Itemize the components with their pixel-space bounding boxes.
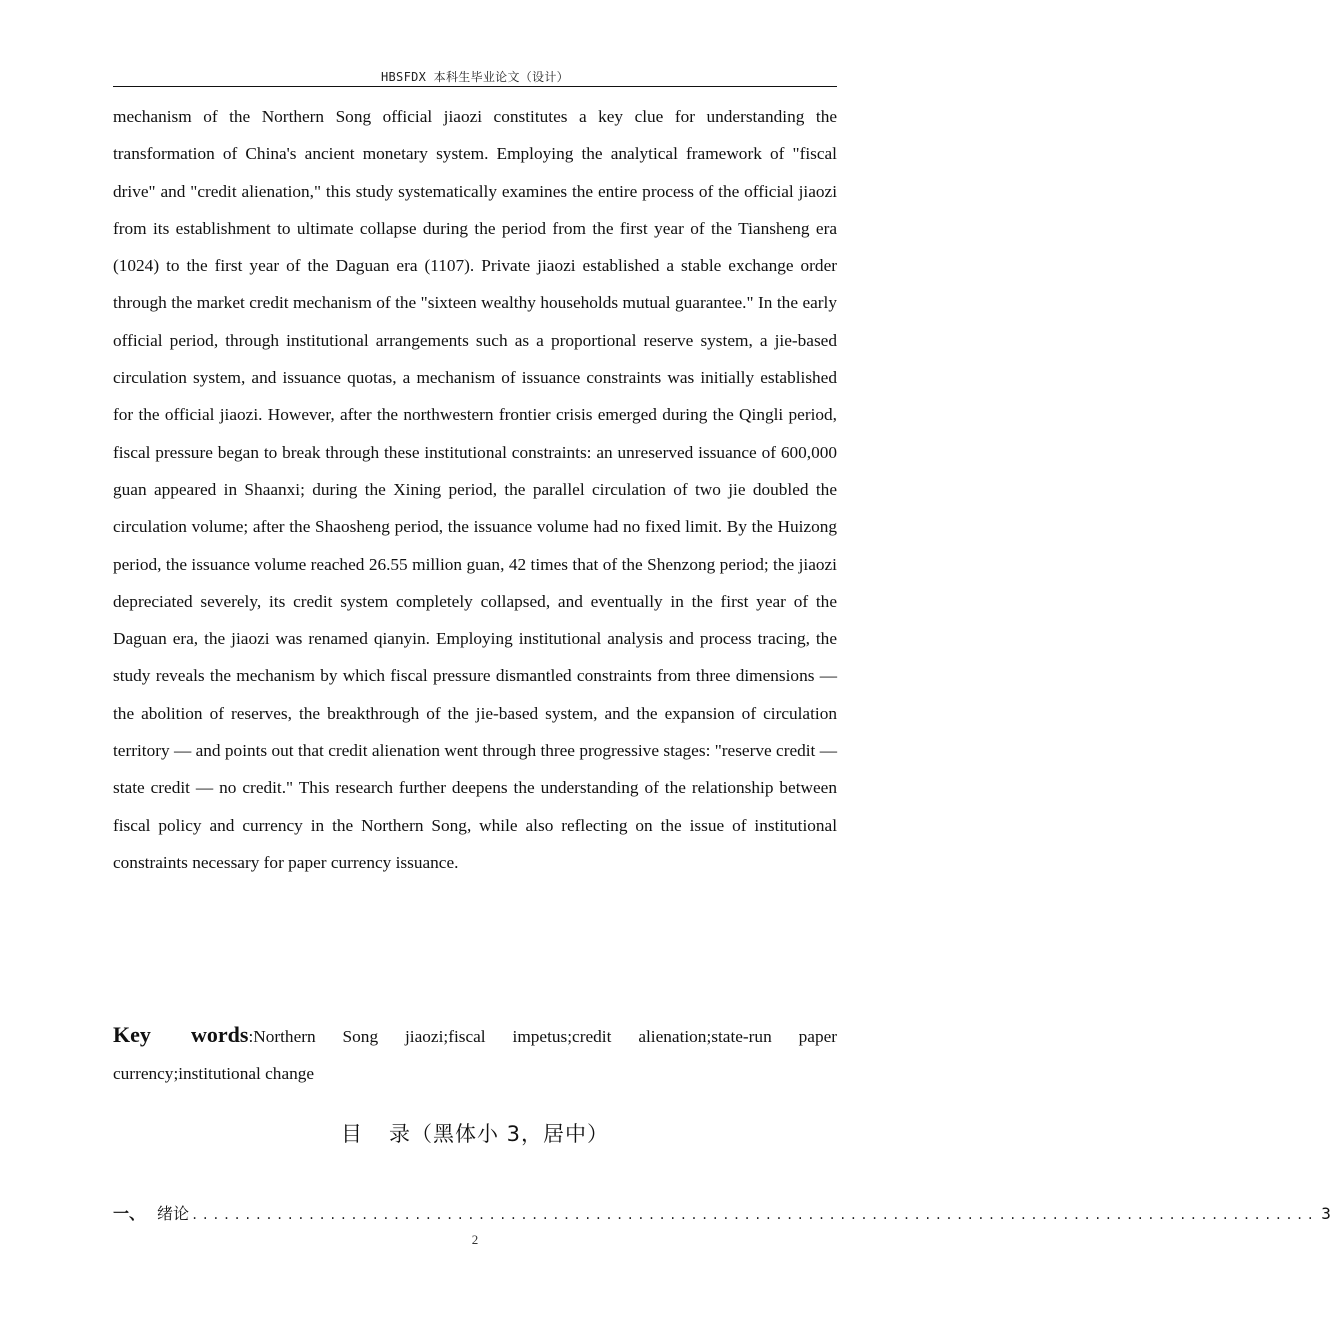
toc-entry-page: 3 — [1321, 1204, 1331, 1223]
keywords-line — [113, 1016, 837, 1092]
abstract-paragraph: mechanism of the Northern Song official jiaozi constitutes a key clue for understanding the transformation of China's ancient monetary system. Employing the analytical framework of "fiscal drive" and "credit alienation," this study systematically examines the entire process of the official jiaozi from its establishment to ultimate collapse during the period from the first year of the Tiansheng era (1024) to the first year of the Daguan era (1107). Private jiaozi established a stable exchange order through the market credit mechanism of the "sixteen wealthy households mutual guarantee." In the early official period, through institutional arrangements such as a proportional reserve system, a jie-based circulation system, and issuance quotas, a mechanism of issuance constraints was initially established for the official jiaozi. However, after the northwestern frontier crisis emerged during the Qingli period, fiscal pressure began to break through these institutional constraints: an unreserved issuance of 600,000 guan appeared in Shaanxi; during the Xining period, the parallel circulation of two jie doubled the circulation volume; after the Shaosheng period, the issuance volume had no fixed limit. By the Huizong period, the issuance volume reached 26.55 million guan, 42 times that of the Shenzong period; the jiaozi depreciated severely, its credit system completely collapsed, and eventually in the first year of the Daguan era, the jiaozi was renamed qianyin. Employing institutional analysis and process tracing, the study reveals the mechanism by which fiscal pressure dismantled constraints from three dimensions — the abolition of reserves, the breakthrough of the jie-based system, and the expansion of circulation territory — and points out that credit alienation went through three progressive stages: "reserve credit — state credit — no credit." This research further deepens the understanding of the relationship between fiscal policy and currency in the Northern Song, while also reflecting on the issue of institutional constraints necessary for paper currency issuance. — [113, 107, 837, 872]
keywords-label: Key words — [113, 1022, 249, 1047]
toc-leader-dots: .......................................................................................................... — [191, 1208, 1318, 1222]
toc-title-left: 目 — [340, 1122, 363, 1146]
toc-title — [0, 1118, 950, 1148]
toc-entry[interactable] — [113, 1201, 1331, 1224]
toc-title-right: 录（黑体小 3，居中） — [388, 1122, 610, 1146]
header-rule — [113, 86, 837, 87]
toc-entry-number: 一、 — [113, 1204, 146, 1223]
page-number: 2 — [471, 1232, 479, 1247]
running-header: HBSFDX 本科生毕业论文（设计） — [381, 70, 569, 84]
keywords-text: Northern Song jiaozi;fiscal impetus;credit alienation;state-run paper currency;institutional change — [113, 1027, 838, 1083]
keywords-separator: : — [248, 1027, 254, 1046]
toc-entry-label[interactable]: 绪论 — [157, 1204, 190, 1223]
